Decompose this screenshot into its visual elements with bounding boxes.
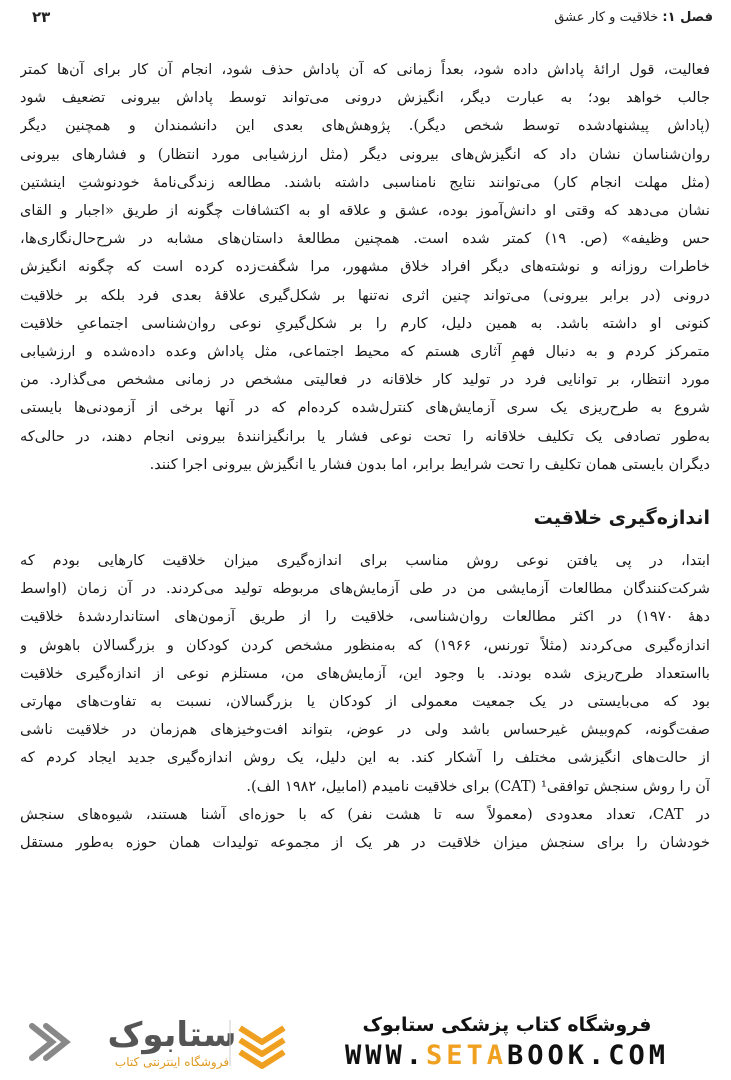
text-line: خاطرات روزانه و نوشته‌های دیگر افراد خلاق مشهور، مرا شگفت‌زده کرده است که چگونه انگیزش [20,258,710,276]
paragraph-measurement [20,547,710,801]
text-line: شروع به طرح‌ریزی یک سری آزمایش‌های کنترل‌شده کرده‌ام که در آنها برخی از آزمودنی‌ها بایستی [20,399,710,417]
store-name: فروشگاه کتاب پزشکی ستابوک [362,1014,652,1036]
text-line: (پاداش پیشنهادشده توسط شخص دیگر). پژوهش‌های بعدی این دانشمندان و همچنین دیگر [20,117,710,135]
bottom-fade [0,930,731,1010]
text-line: (مثل مهلت انجام کار) می‌توانند نتایج نامناسبی داشته باشند. مطالعه زندگی‌نامهٔ خودنوشتِ اینشتین [20,173,710,191]
text-line: نشان می‌دهد که وقتی او دانش‌آموز بوده، عشق و علاقه او به اکتشافات چگونه از طریق «اجبار و القای [20,202,710,220]
text-line: بااستعداد طرح‌ریزی شده بودند. با وجود این، آزمایش‌های من، مستلزم نوعی از اندازه‌گیری خلاقیت [20,664,710,682]
text-line: ابتدا، در پی یافتن نوعی روش مناسب برای اندازه‌گیری میزان خلاقیت کارهایی بودم که [20,552,710,570]
text-line: دههٔ ۱۹۷۰) در اکثر مطالعات روان‌شناسی، خلاقیت را از طریق آزمون‌های استانداردشدهٔ خلاقیت [20,608,710,626]
text-line: جالب خواهد بود؛ به عبارت دیگر، انگیزش درونی می‌تواند توسط پاداش بیرونی تضعیف شود [20,89,710,107]
text-line: صفت‌گونه، کم‌وبیش غیرحساس باشد ولی در عوض، بتواند افت‌وخیزهای هم‌زمان در خلاقیت ناشی [20,721,710,739]
text-line: از حالت‌های انگیزشی مختلف را آشکار کند. به این دلیل، یک روش اندازه‌گیری جدید ایجاد کردم که [20,749,710,767]
store-logo[interactable] [22,1012,292,1072]
chapter-title [554,10,713,25]
logo-main-text: ستابوک [107,1015,237,1055]
text-line: فعالیت، قول ارائهٔ پاداش داده شود، بعداً زمانی که آن پاداش حذف شود، انجام آن کار برای آن‌ها کمتر [20,61,710,78]
section-heading: اندازه‌گیری خلاقیت [533,507,710,530]
page-header [0,0,731,40]
url-prefix: WWW. [344,1040,426,1071]
text-line: به‌طور تصادفی یک تکلیف خلاقانه را تحت نوعی فشار یا برانگیزانندهٔ بیرونی انجام دهند، در حالی‌که [20,427,710,445]
text-line: روان‌شناسان نشان داد که انگیزش‌های بیرونی دیگر (مثل ارزشیابی مورد انتظار) و فشارهای بیرونی [20,145,710,163]
url-highlight: SETA [425,1040,507,1071]
text-line: آن را روش سنجش توافقی¹ (CAT) برای خلاقیت نامیدم (امابیل، ۱۹۸۲ الف). [246,777,710,795]
paragraph-intro [20,56,710,479]
text-line: خودشان را برای سنجش میزان خلاقیت در هر یک از مجموعه تولیدات همان حوزه به‌طور مستقل [20,834,710,852]
page-body [20,56,710,857]
logo-sub-text: فروشگاه اینترنتی کتاب [114,1055,230,1069]
page-number: ۲۳ [32,8,51,26]
url-suffix: BOOK.COM [507,1040,670,1071]
text-line: متمرکز کردم و به دنبال فهمِ آثاری هستم که محیط اجتماعی، مثل پاداش وعده داده‌شده و ارزشیابی [20,343,710,361]
text-line: اندازه‌گیری می‌کردند (مثلاً تورنس، ۱۹۶۶) که به‌منظور مشخص کردن کودکان و بزرگسالان باهوش و [20,636,710,654]
chapter-label: فصل ۱: [662,10,713,25]
footer-banner [0,1000,731,1080]
text-line: حس وظیفه» (ص. ۱۹) کمتر شده است. همچنین مطالعهٔ داستان‌های مشابه در شرح‌حال‌نگاری‌ها، [20,230,710,248]
text-line: مورد انتظار، بر توانایی فرد در تولید کار خلاقانه در فعالیتی مشخص در زمانی مشخص می‌گذارد. من [20,371,710,389]
text-line: شرکت‌کنندگان مطالعات آزمایشی من در طی آزمایش‌های مربوطه تولید می‌کردند. در آن زمان (اواسط [20,580,710,598]
paragraph-cat [20,801,710,857]
logo-graphic [22,1012,292,1072]
text-line: درونی (در برابر بیرونی) می‌تواند چنین اثری نه‌تنها بر شکل‌گیری علاقهٔ بعدی فرد بلکه بر خلاقیت [20,286,710,304]
chapter-name: خلاقیت و کار عشق [554,10,659,25]
text-line: در CAT، تعداد معدودی (معمولاً سه تا هشت نفر) که با حوزه‌ای آشنا هستند، شیوه‌های سنجش [20,805,710,823]
text-line: دیگران بایستی همان تکلیف را تحت شرایط برابر، اما بدون فشار یا انگیزش بیرونی اجرا کنند. [149,455,710,473]
text-line: کنونی او داشته باشد. به همین دلیل، کارم را بر شکل‌گیریِ نوعی روان‌شناسی اجتماعیِ خلاقیت [20,314,710,332]
store-info [297,1014,717,1071]
text-line: بود که می‌بایستی در یک جمعیت معمولی از کودکان یا بزرگسالان، نسبت به تفاوت‌های مهارتی [20,693,710,711]
store-url-link[interactable] [297,1040,717,1071]
